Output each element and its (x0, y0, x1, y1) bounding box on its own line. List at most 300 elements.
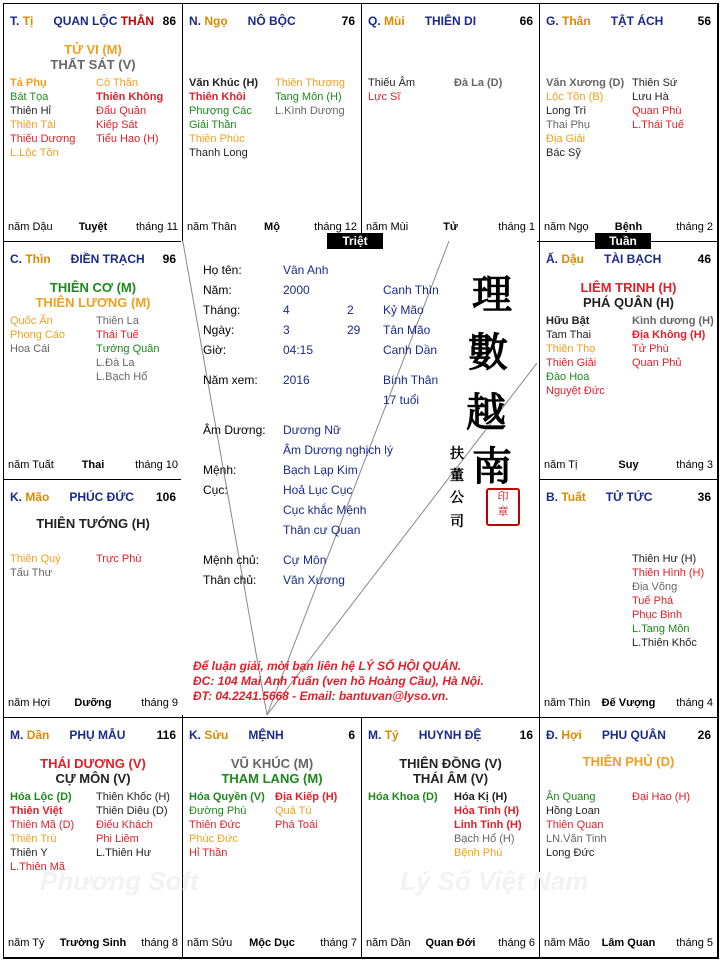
palace-month: tháng 4 (676, 697, 713, 709)
month-lunar: 2 (347, 303, 354, 317)
contact-line-1: Để luận giải, mời bạn liên hệ LÝ SỐ HỘI QUÁN. (193, 659, 462, 673)
palace-year: năm Dần (366, 937, 411, 949)
palace-name (419, 728, 482, 742)
star-column-left (10, 314, 65, 356)
palace-month: tháng 12 (314, 221, 357, 233)
logo-small-2: 董 (450, 468, 464, 484)
minor-star: Hóa Quyền (V) (189, 791, 265, 803)
main-star: TỬ VI (M) (64, 42, 122, 57)
minor-star: Phục Binh (632, 609, 683, 621)
palace-cell-than[interactable] (539, 3, 718, 242)
palace-name-text: ĐIỀN TRẠCH (70, 252, 145, 266)
minor-star: Lực Sĩ (368, 91, 401, 103)
main-stars (540, 280, 717, 310)
palace-number: 76 (341, 14, 355, 28)
triet-tag: Triệt (327, 233, 383, 249)
logo-char-3: 越 (466, 389, 506, 436)
minor-star: Thiên Phúc (189, 133, 245, 145)
minor-star: Tang Môn (H) (275, 91, 342, 103)
minor-star: Thiên Sứ (632, 77, 678, 89)
minor-star: Phong Cáo (10, 329, 66, 341)
minor-star: Hỉ Thần (189, 847, 228, 859)
palace-name-text: PHỤ MẪU (69, 728, 126, 742)
minor-star: Nguyệt Đức (546, 385, 605, 397)
star-column-right (454, 76, 502, 90)
minor-star: Linh Tinh (H) (454, 819, 522, 831)
palace-header (546, 728, 711, 742)
minor-star: Thiên Đức (189, 819, 241, 831)
logo-small-3: 公 (450, 490, 464, 506)
minor-star: Đại Hao (H) (632, 791, 691, 803)
palace-stage: Bệnh (614, 221, 643, 233)
palace-stem: T. (10, 14, 20, 28)
palace-footer (544, 937, 713, 951)
minor-star: Phi Liêm (96, 833, 139, 845)
palace-stage: Tuyệt (78, 221, 108, 233)
palace-stem: K. (189, 728, 201, 742)
hour-can: Canh Dần (383, 343, 438, 357)
palace-stem: Q. (368, 14, 381, 28)
palace-branch: Thìn (25, 252, 51, 266)
palace-branch: Thân (562, 14, 591, 28)
palace-month: tháng 2 (676, 221, 713, 233)
palace-stem: M. (368, 728, 382, 742)
cuc-value: Hoả Lục Cục (283, 483, 353, 497)
palace-month: tháng 6 (498, 937, 535, 949)
contact-block (193, 659, 484, 704)
cuc-note-1: Cục khắc Mệnh (283, 503, 367, 517)
palace-name (71, 252, 145, 266)
minor-star: Phá Toái (275, 819, 318, 831)
main-star: THIÊN PHỦ (D) (582, 754, 675, 769)
minor-star: Bệnh Phù (454, 847, 503, 859)
amduong-note: Âm Dương nghịch lý (283, 443, 393, 457)
minor-star: Bác Sỹ (546, 147, 581, 159)
main-star: LIÊM TRINH (H) (580, 280, 677, 295)
palace-stage: Trường Sinh (59, 937, 127, 949)
main-star: VŨ KHÚC (M) (230, 756, 314, 771)
name-value: Vân Anh (283, 263, 329, 277)
minor-star: Bát Tọa (10, 91, 49, 103)
palace-stem: K. (10, 490, 22, 504)
palace-year: năm Thân (187, 221, 237, 233)
minor-star: Thiên Quan (546, 819, 604, 831)
than-chu-label: Thân chủ: (203, 573, 257, 587)
palace-cell-dan[interactable] (3, 717, 183, 958)
palace-number: 46 (697, 252, 711, 266)
tuan-tag: Tuần (595, 233, 651, 249)
palace-footer (544, 459, 713, 473)
star-column-left (189, 76, 258, 160)
view-year-value: 2016 (283, 373, 310, 387)
minor-star: Địa Kiếp (H) (275, 791, 338, 803)
palace-year: năm Dậu (8, 221, 53, 233)
cuc-label: Cục: (203, 483, 228, 497)
minor-star: Điếu Khách (96, 819, 153, 831)
palace-cell-tuat[interactable] (539, 479, 718, 718)
palace-header (546, 252, 711, 266)
minor-star: Kiếp Sát (96, 119, 138, 131)
palace-stage: Suy (618, 459, 639, 471)
palace-number: 96 (162, 252, 176, 266)
minor-star: Đẩu Quân (96, 105, 147, 117)
palace-name-text: PHÚC ĐỨC (69, 490, 134, 504)
palace-name-text: TÀI BẠCH (604, 252, 662, 266)
hour-label: Giờ: (203, 343, 227, 357)
palace-name-text: NÔ BỘC (247, 14, 296, 28)
palace-cell-hoi[interactable] (539, 717, 718, 958)
palace-number: 26 (697, 728, 711, 742)
palace-header (10, 252, 176, 266)
star-column-left (368, 790, 438, 804)
palace-footer (544, 697, 713, 711)
day-lunar: 29 (347, 323, 361, 337)
minor-star: Phượng Các (189, 105, 252, 117)
star-column-right (632, 314, 714, 370)
minor-star: Đường Phù (189, 805, 247, 817)
name-label: Họ tên: (203, 263, 242, 277)
palace-number: 56 (697, 14, 711, 28)
minor-star: Quan Phủ (632, 357, 682, 369)
palace-header (10, 490, 176, 504)
minor-star: L.Thái Tuế (632, 119, 684, 131)
palace-number: 116 (156, 728, 176, 742)
main-stars (4, 516, 182, 531)
minor-star: Đà La (D) (454, 77, 503, 89)
minor-star: Lưu Hà (632, 91, 669, 103)
star-column-right (275, 790, 337, 832)
minor-star: Văn Khúc (H) (189, 77, 259, 89)
amduong-value: Dương Nữ (283, 423, 341, 437)
palace-header (10, 728, 176, 742)
palace-branch: Tuất (561, 490, 586, 504)
minor-star: L.Thiên Mã (10, 861, 66, 873)
amduong-label: Âm Dương: (203, 423, 266, 437)
minor-star: L.Đà La (96, 357, 135, 369)
minor-star: Hóa Kị (H) (454, 791, 508, 803)
palace-name-text: THIÊN DI (424, 14, 477, 28)
minor-star: Long Đức (546, 847, 595, 859)
minor-star: Phúc Đức (189, 833, 238, 845)
palace-month: tháng 5 (676, 937, 713, 949)
palace-number: 86 (162, 14, 176, 28)
palace-extra: THÂN (120, 14, 155, 28)
palace-name-text: QUAN LỘC (53, 14, 118, 28)
palace-footer (8, 221, 178, 235)
palace-month: tháng 7 (320, 937, 357, 949)
cuc-note-2: Thân cư Quan (283, 523, 361, 537)
palace-name (611, 14, 664, 28)
palace-header (189, 14, 355, 28)
view-age: 17 tuổi (383, 393, 420, 407)
logo-char-1: 理 (472, 271, 512, 318)
day-label: Ngày: (203, 323, 235, 337)
minor-star: Quan Phù (632, 105, 682, 117)
minor-star: Thiên Mã (D) (10, 819, 75, 831)
palace-cell-ngo[interactable] (182, 3, 362, 242)
star-column-left (10, 552, 61, 580)
palace-branch: Ngọ (204, 14, 228, 28)
palace-stem: G. (546, 14, 559, 28)
minor-star: Thiên Diêu (D) (96, 805, 168, 817)
minor-star: L.Thiên Khốc (632, 637, 697, 649)
star-column-right (454, 790, 522, 860)
palace-header (368, 728, 533, 742)
minor-star: Ân Quang (546, 791, 596, 803)
palace-branch: Dần (26, 728, 50, 742)
main-stars (540, 754, 717, 769)
star-column-left (189, 790, 265, 860)
star-column-left (10, 790, 74, 874)
palace-footer (366, 937, 535, 951)
palace-month: tháng 1 (498, 221, 535, 233)
palace-year: năm Thìn (544, 697, 591, 709)
main-star: THAM LANG (M) (221, 771, 323, 786)
palace-stage: Lâm Quan (601, 937, 656, 949)
menh-value: Bạch Lạp Kim (283, 463, 358, 477)
palace-footer (187, 937, 357, 951)
minor-star: Địa Võng (632, 581, 678, 593)
main-stars (4, 756, 182, 786)
palace-cell-mui[interactable] (361, 3, 540, 242)
palace-cell-ti[interactable] (3, 3, 183, 242)
palace-footer (8, 697, 178, 711)
minor-star: Thiên Y (10, 847, 48, 859)
palace-stage: Mộ (264, 221, 280, 233)
month-can: Kỷ Mão (383, 303, 424, 317)
palace-branch: Sửu (204, 728, 229, 742)
palace-name (53, 14, 154, 28)
hour-value: 04:15 (283, 343, 314, 357)
logo-small-4: 司 (450, 514, 464, 530)
palace-month: tháng 9 (141, 697, 178, 709)
main-star: THIÊN LƯƠNG (M) (35, 295, 151, 310)
palace-name-text: HUYNH ĐỆ (418, 728, 482, 742)
minor-star: Kình dương (H) (632, 315, 714, 327)
day-value: 3 (283, 323, 290, 337)
minor-star: Địa Giải (546, 133, 586, 145)
palace-name-text: TẬT ÁCH (610, 14, 664, 28)
palace-year: năm Mão (544, 937, 590, 949)
palace-name (248, 728, 283, 742)
palace-stage: Dưỡng (74, 697, 112, 709)
palace-stage: Đế Vượng (601, 697, 656, 709)
palace-name (606, 490, 653, 504)
main-star: THIÊN ĐỒNG (V) (399, 756, 502, 771)
palace-month: tháng 11 (135, 221, 178, 233)
minor-star: Thiên Trù (10, 833, 57, 845)
palace-cell-ty[interactable] (361, 717, 540, 958)
minor-star: Thiên Việt (10, 805, 63, 817)
palace-header (189, 728, 355, 742)
palace-stem: B. (546, 490, 558, 504)
palace-header (10, 14, 176, 28)
palace-footer (8, 937, 178, 951)
palace-cell-suu[interactable] (182, 717, 362, 958)
minor-star: Thiên Thọ (546, 343, 596, 355)
palace-header (546, 14, 711, 28)
star-column-left (368, 76, 415, 104)
month-value: 4 (283, 303, 290, 317)
menh-chu-value: Cự Môn (283, 553, 327, 567)
minor-star: Văn Xương (D) (546, 77, 625, 89)
palace-stage: Thai (81, 459, 105, 471)
main-star: THẤT SÁT (V) (50, 57, 136, 72)
star-column-right (96, 314, 160, 384)
year-label: Năm: (203, 283, 232, 297)
palace-name-text: PHU QUÂN (601, 728, 666, 742)
palace-name (604, 252, 661, 266)
main-star: CỰ MÔN (V) (55, 771, 131, 786)
logo-small-1: 扶 (450, 446, 464, 462)
star-column-right (275, 76, 345, 118)
palace-year: năm Sửu (187, 937, 233, 949)
main-star: THIÊN CƠ (M) (49, 280, 137, 295)
minor-star: Thái Tuế (96, 329, 139, 341)
minor-star: Thiên Hư (H) (632, 553, 697, 565)
minor-star: Thanh Long (189, 147, 248, 159)
palace-footer (366, 221, 535, 235)
palace-cell-thin[interactable] (3, 241, 183, 480)
year-value: 2000 (283, 283, 310, 297)
star-column-left (546, 790, 607, 860)
minor-star: L.Lộc Tồn (10, 147, 59, 159)
main-stars (362, 756, 539, 786)
palace-footer (8, 459, 178, 473)
minor-star: Thai Phụ (546, 119, 591, 131)
palace-name-text: MỆNH (248, 728, 284, 742)
minor-star: Tướng Quân (96, 343, 160, 355)
minor-star: Địa Không (H) (632, 329, 706, 341)
star-column-left (10, 76, 75, 160)
palace-name (248, 14, 296, 28)
palace-stem: C. (10, 252, 22, 266)
watermark-left: Phương Soft (40, 866, 199, 896)
palace-month: tháng 8 (141, 937, 178, 949)
palace-branch: Mão (25, 490, 50, 504)
main-star: THÁI ÂM (V) (412, 771, 489, 786)
star-column-right (632, 790, 690, 804)
palace-stem: N. (189, 14, 201, 28)
minor-star: Thiên Quý (10, 553, 61, 565)
minor-star: Thiên Giải (546, 357, 597, 369)
red-seal-icon: 印 章 (486, 488, 520, 526)
palace-branch: Dậu (561, 252, 585, 266)
minor-star: Tam Thai (546, 329, 592, 341)
palace-branch: Hợi (561, 728, 582, 742)
palace-year: năm Hợi (8, 697, 51, 709)
palace-name (602, 728, 666, 742)
minor-star: Thiên Không (96, 91, 164, 103)
minor-star: Lộc Tồn (B) (546, 91, 604, 103)
palace-branch: Mùi (384, 14, 405, 28)
than-chu-value: Văn Xương (283, 573, 345, 587)
minor-star: Hồng Loan (546, 805, 600, 817)
minor-star: Tử Phù (632, 343, 669, 355)
minor-star: Thiên Hỉ (10, 105, 51, 117)
minor-star: L.Kình Dương (275, 105, 345, 117)
palace-branch: Tý (384, 728, 399, 742)
main-star: THIÊN TƯỚNG (H) (36, 516, 150, 531)
palace-name (69, 728, 125, 742)
minor-star: Thiên La (96, 315, 139, 327)
palace-cell-mao[interactable] (3, 479, 183, 718)
minor-star: L.Tang Môn (632, 623, 690, 635)
logo-char-2: 數 (468, 329, 508, 376)
minor-star: Hữu Bật (546, 315, 590, 327)
year-can: Canh Thìn (383, 283, 439, 297)
palace-stem: Đ. (546, 728, 558, 742)
main-star: THÁI DƯƠNG (V) (40, 756, 146, 771)
palace-number: 6 (348, 728, 355, 742)
palace-cell-dau[interactable] (539, 241, 718, 480)
main-star: PHÁ QUÂN (H) (583, 295, 674, 310)
minor-star: Trực Phù (96, 553, 142, 565)
minor-star: Cô Thần (96, 77, 138, 89)
main-stars (4, 280, 182, 310)
contact-line-2: ĐC: 104 Mai Anh Tuấn (ven hồ Hoàng Cầu), Hà Nội. (193, 674, 484, 688)
star-column-left (546, 76, 624, 160)
main-stars (4, 42, 182, 72)
star-column-right (96, 790, 170, 860)
minor-star: Thiên Tài (10, 119, 56, 131)
minor-star: Quốc Ấn (10, 315, 53, 327)
logo-char-4: 南 (472, 443, 512, 490)
palace-number: 16 (519, 728, 533, 742)
palace-stem: Ấ. (546, 252, 558, 266)
palace-year: năm Tý (8, 937, 45, 949)
month-label: Tháng: (203, 303, 241, 317)
palace-number: 106 (155, 490, 176, 504)
minor-star: Hoa Cái (10, 343, 50, 355)
minor-star: L.Bạch Hổ (96, 371, 148, 383)
palace-year: năm Mùi (366, 221, 409, 233)
menh-label: Mệnh: (203, 463, 237, 477)
main-stars (183, 756, 361, 786)
minor-star: LN.Văn Tinh (546, 833, 607, 845)
view-year-label: Năm xem: (203, 373, 258, 387)
palace-year: năm Tuất (8, 459, 54, 471)
minor-star: Thiếu Âm (368, 77, 416, 89)
palace-stage: Mộc Dục (249, 937, 295, 949)
star-column-right (632, 76, 684, 132)
star-column-left (546, 314, 605, 398)
palace-month: tháng 3 (676, 459, 713, 471)
palace-year: năm Ngọ (544, 221, 589, 233)
palace-number: 36 (697, 490, 711, 504)
minor-star: Tuế Phá (632, 595, 674, 607)
palace-number: 66 (519, 14, 533, 28)
minor-star: Hóa Khoa (D) (368, 791, 438, 803)
menh-chu-label: Mệnh chủ: (203, 553, 260, 567)
palace-header (546, 490, 711, 504)
star-column-right (96, 552, 141, 566)
palace-header (368, 14, 533, 28)
star-column-right (632, 552, 704, 650)
minor-star: Thiếu Dương (10, 133, 76, 145)
minor-star: Thiên Thương (275, 77, 346, 89)
minor-star: Long Trì (546, 105, 587, 117)
contact-line-3[interactable]: ĐT: 04.2241.5668 - Email: bantuvan@lyso.vn. (193, 689, 449, 703)
minor-star: Quả Tú (275, 805, 312, 817)
palace-stem: M. (10, 728, 24, 742)
palace-name-text: TỬ TỨC (605, 490, 653, 504)
watermark-right: Lý Số Việt Nam (400, 866, 589, 896)
day-can: Tân Mão (383, 323, 431, 337)
palace-year: năm Tị (544, 459, 578, 471)
minor-star: Thiên Khôi (189, 91, 246, 103)
minor-star: Thiên Khốc (H) (96, 791, 170, 803)
